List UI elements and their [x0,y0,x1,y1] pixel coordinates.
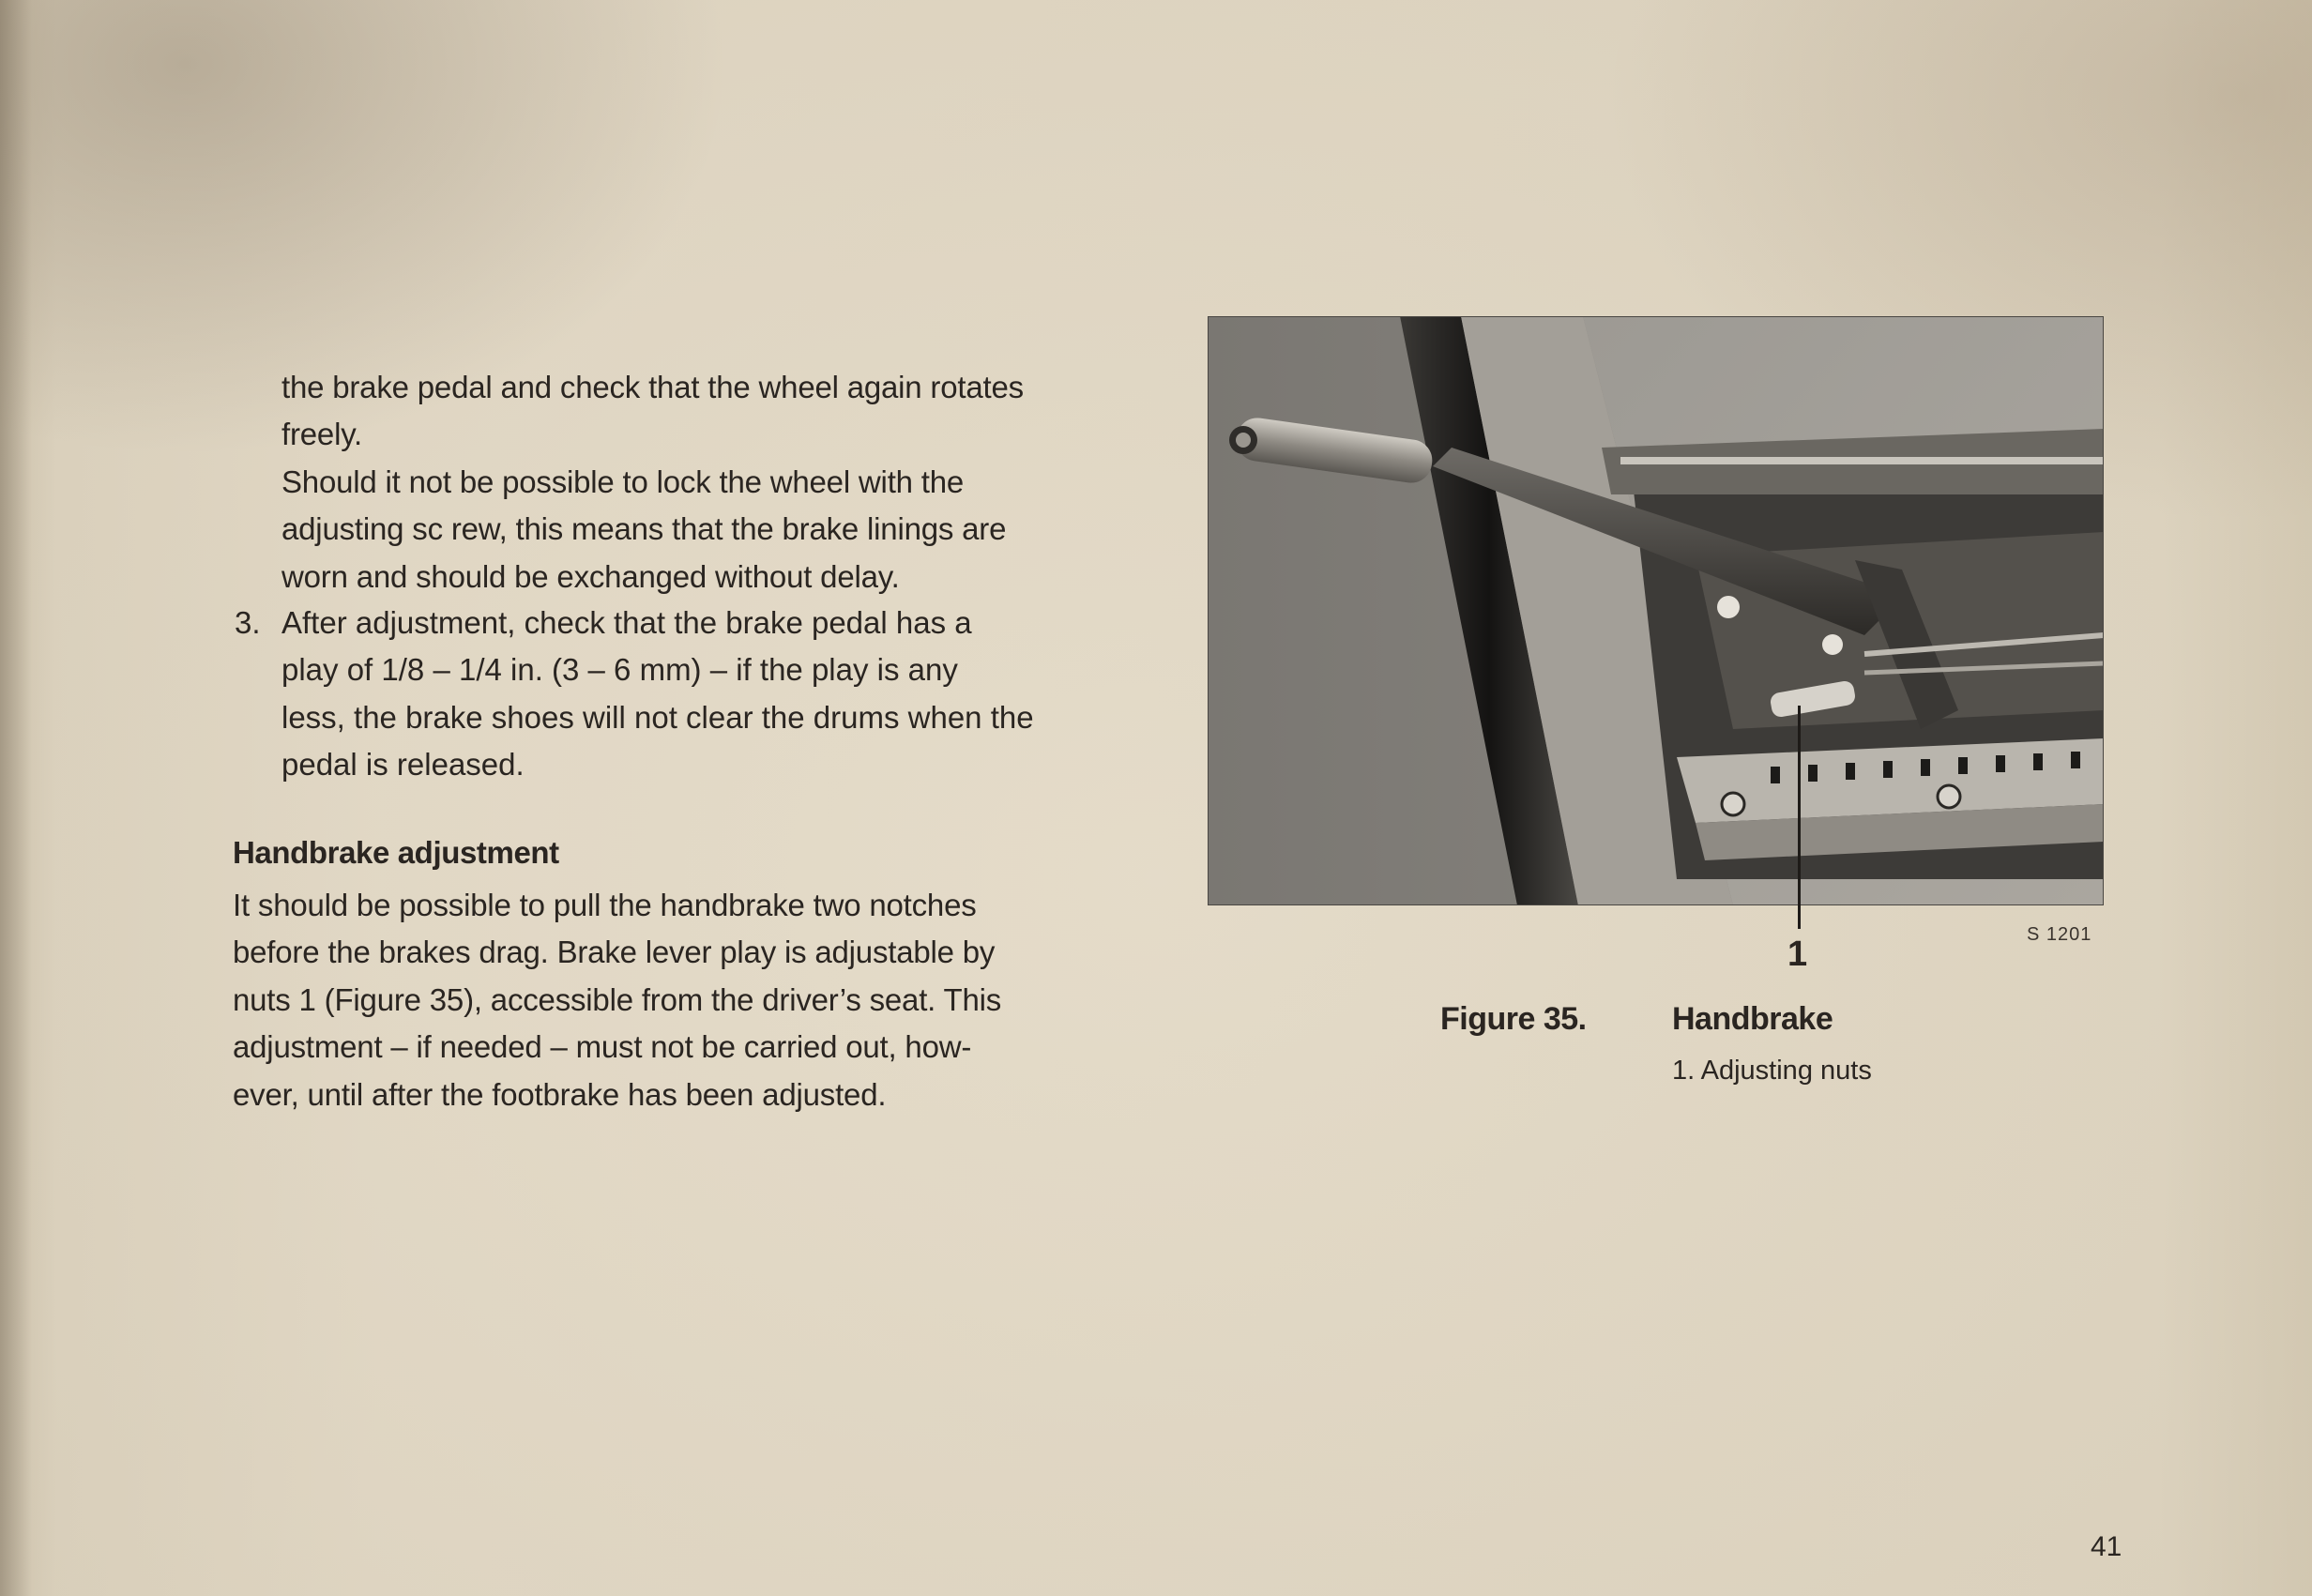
list-item-text [281,600,1154,789]
text-line: Should it not be possible to lock the wheel with the [281,464,965,499]
list-number: 3. [235,605,261,640]
handbrake-photo [1208,316,2104,905]
text-line: the brake pedal and check that the wheel again rotates [281,370,1024,404]
text-line: before the brakes drag. Brake lever play is adjustable by [233,935,996,970]
callout-number: 1 [1787,935,1808,974]
text-line: less, the brake shoes will not clear the drums when the [281,699,1034,735]
text-line: ever, until after the footbrake has been adjusted. [233,1076,887,1112]
figure-legend-item: 1. Adjusting nuts [1672,1056,1872,1086]
section-heading: Handbrake adjustment [233,835,559,870]
text-line: adjustment – if needed – must not be carried out, how- [233,1029,972,1065]
text-line: worn and should be exchanged without delay. [281,558,900,594]
text-line: freely. [281,417,363,452]
page-crease-shadow [0,0,32,1596]
figure-title: Handbrake [1672,1001,1833,1037]
page-number: 41 [2091,1531,2122,1562]
continued-paragraph [281,364,1154,600]
text-line: nuts 1 (Figure 35), accessible from the driver’s seat. This [233,981,1002,1017]
text-line: pedal is released. [281,747,525,783]
text-line: After adjustment, check that the brake pedal has a [281,605,972,640]
text-line: It should be possible to pull the handbrake two notches [233,888,977,922]
section-paragraph [233,882,1152,1118]
figure-label: Figure 35. [1440,1001,1587,1037]
callout-leader-line [1798,706,1801,929]
text-line: adjusting sc rew, this means that the brake linings are [281,511,1007,547]
text-line: play of 1/8 – 1/4 in. (3 – 6 mm) – if the play is any [281,652,958,688]
photo-reference-code: S 1201 [2027,924,2092,945]
